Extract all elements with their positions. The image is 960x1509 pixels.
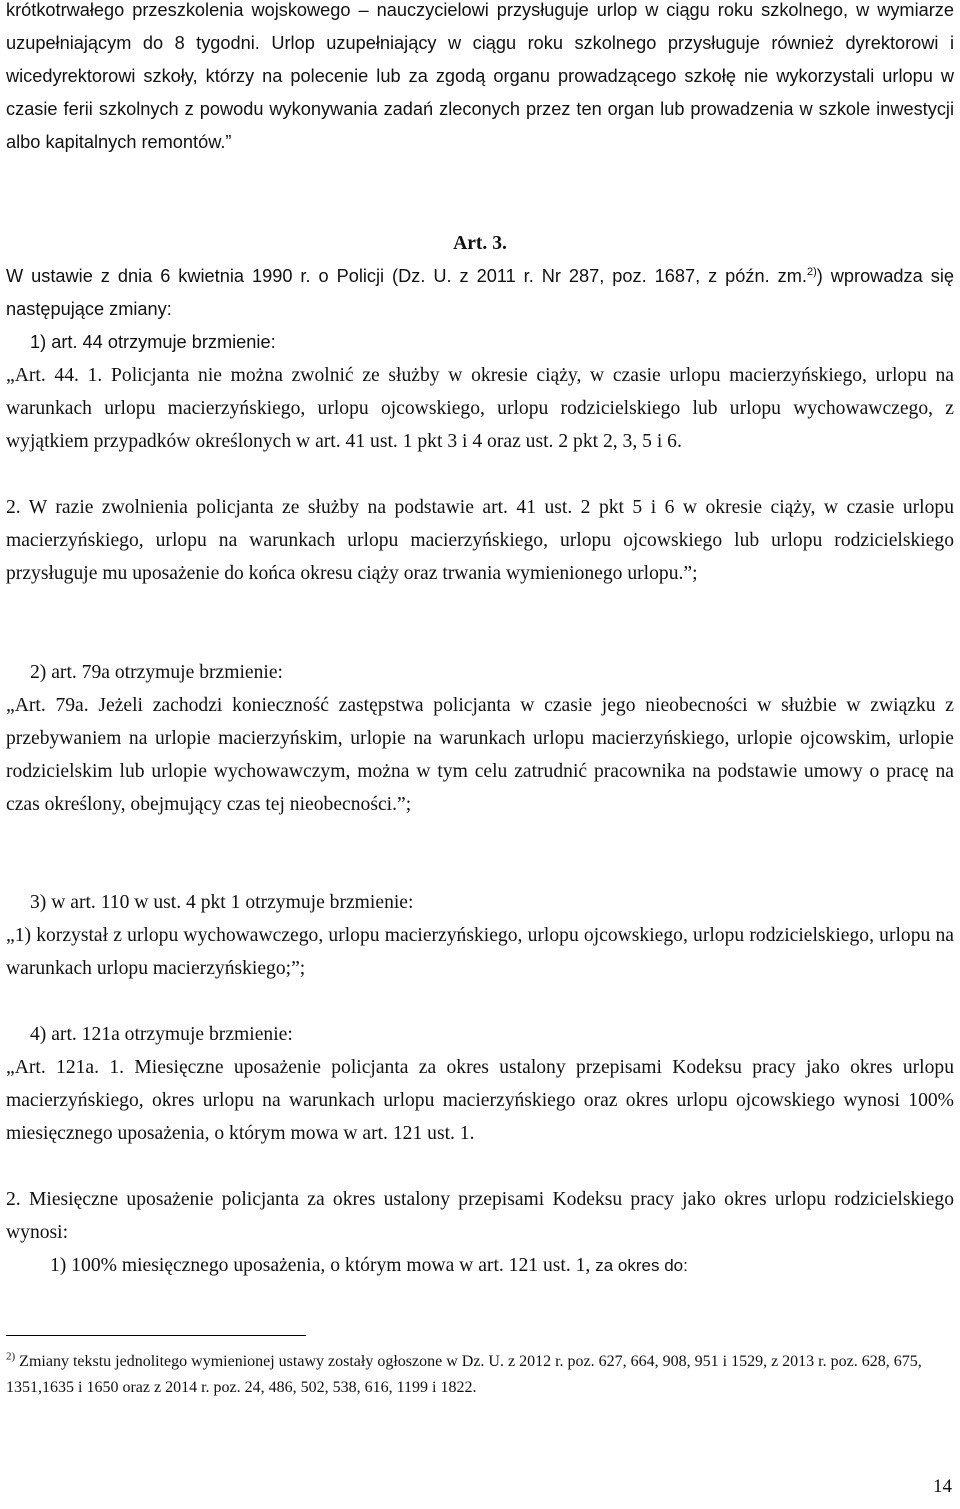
article-3-intro-text: W ustawie z dnia 6 kwietnia 1990 r. o Policji (Dz. U. z 2011 r. Nr 287, poz. 1687, z późn. zm. [6,266,807,286]
article-3-heading: Art. 3. [453,233,507,254]
footnote-text: Zmiany tekstu jednolitego wymienionej ustawy zostały ogłoszone w Dz. U. z 2012 r. poz. 627, 664, 908, 951 i 1529, z 2013 r. poz. 628, 675, 1351,1635 i 1650 oraz z 2014 r. poz. 24, 486, 502, 538, 616, 1199 i 1822. [6,1353,922,1396]
article-3-intro [6,260,954,326]
art-44-label: „Art. 44. 1. [6,365,103,386]
art-44-paragraph-2: 2. W razie zwolnienia policjanta ze służby na podstawie art. 41 ust. 2 pkt 5 i 6 w okresie ciąży, w czasie urlopu macierzyńskiego, urlopu na warunkach urlopu macierzyńskiego, urlopu ojcowskiego lub urlopu rodzicielskiego przysługuje mu uposażenie do końca okresu ciąży oraz trwania wymienionego urlopu.”; [6,497,954,584]
art-121a-paragraph-1: „Art. 121a. 1. Miesięczne uposażenie policjanta za okres ustalony przepisami Kodeksu pracy jako okres urlopu macierzyńskiego, okres urlopu na warunkach urlopu macierzyńskiego oraz okres urlopu ojcowskiego wynosi 100% miesięcznego uposażenia, o którym mowa w art. 121 ust. 1. [6,1057,954,1144]
art-79a-paragraph: „Art. 79a. Jeżeli zachodzi konieczność zastępstwa policjanta w czasie jego nieobecności w służbie w związku z przebywaniem na urlopie macierzyńskim, urlopie na warunkach urlopu macierzyńskiego, urlopie ojcowskim, urlopie rodzicielskim lub urlopie wychowawczym, można w tym celu zatrudnić pracownika na podstawie umowy o pracę na czas określony, obejmujący czas tej nieobecności.”; [6,695,954,815]
footnote-reference: 2) [806,265,817,278]
art-121a-paragraph-2: 2. Miesięczne uposażenie policjanta za okres ustalony przepisami Kodeksu pracy jako okres urlopu rodzicielskiego wynosi: [6,1189,954,1243]
footnote [6,1349,954,1401]
article-3-intro-text-end: ) wprowadza się następujące zmiany: [6,266,954,319]
list-item-4: 4) art. 121a otrzymuje brzmienie: [30,1024,293,1045]
sub-item-1-text: 1) 100% miesięcznego uposażenia, o którym mowa w art. 121 ust. 1, [50,1255,596,1276]
page-number: 14 [933,1476,952,1497]
footnote-separator [6,1335,306,1336]
list-item-1: 1) art. 44 otrzymuje brzmienie: [30,332,276,352]
sub-item-1 [50,1249,954,1282]
list-item-3: 3) w art. 110 w ust. 4 pkt 1 otrzymuje brzmienie: [30,892,414,913]
paragraph-continuation: krótkotrwałego przeszkolenia wojskowego – nauczycielowi przysługuje urlop w ciągu roku szkolnego, w wymiarze uzupełniającym do 8 tygodni. Urlop uzupełniający w ciągu roku szkolnego przysługuje również dyrektorowi i wicedyrektorowi szkoły, którzy na polecenie lub za zgodą organu prowadzącego szkołę nie wykorzystali urlopu w czasie ferii szkolnych z powodu wykonywania zadań zleconych przez ten organ lub prowadzenia w szkole inwestycji albo kapitalnych remontów.” [6,0,954,152]
art-110-paragraph: „1) korzystał z urlopu wychowawczego, urlopu macierzyńskiego, urlopu ojcowskiego, urlopu rodzicielskiego, urlopu na warunkach urlopu macierzyńskiego;”; [6,925,954,979]
list-item-2: 2) art. 79a otrzymuje brzmienie: [30,662,283,683]
art-44-paragraph-1 [6,359,954,458]
sub-item-1-tail: za okres do: [595,1256,688,1275]
art-44-text: Policjanta nie można zwolnić ze służby w okresie ciąży, w czasie urlopu macierzyńskiego, urlopu na warunkach urlopu macierzyńskiego, urlopu ojcowskiego, urlopu rodzicielskiego lub urlopu wychowawczego, z wyjątkiem przypadków określonych w art. 41 ust. 1 pkt 3 i 4 oraz ust. 2 pkt 2, 3, 5 i 6. [6,365,954,452]
footnote-marker: 2) [6,1350,16,1363]
